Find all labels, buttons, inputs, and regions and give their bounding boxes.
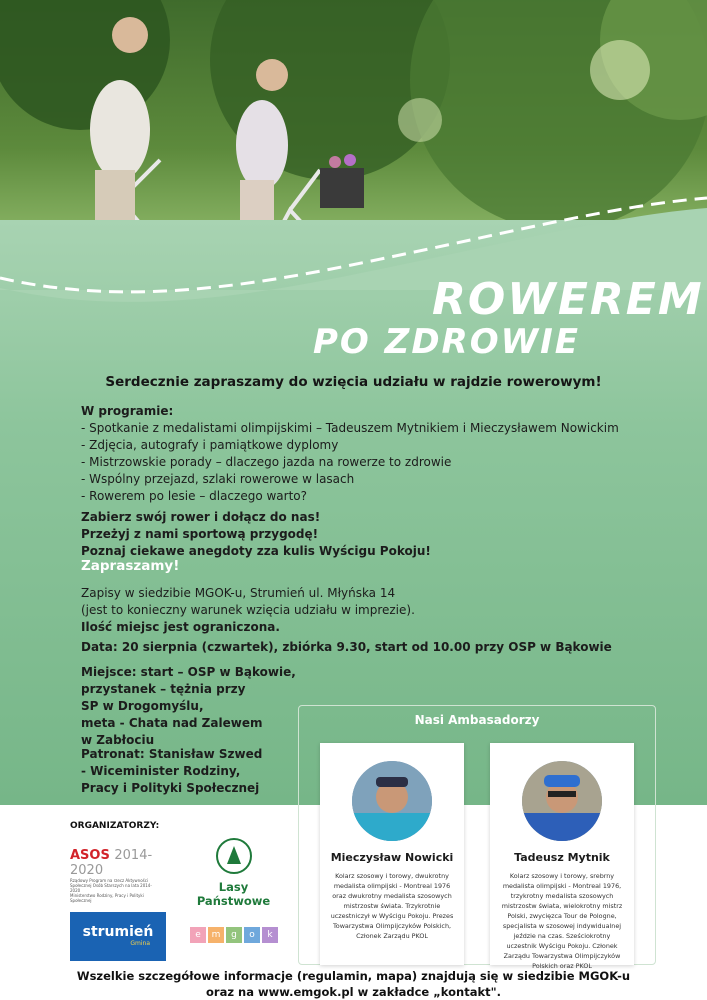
ambassador-bio: Kolarz szosowy i torowy, srebrny medalista olimpijski - Montreal 1976, trzykrotny medalista szosowych mistrzostw świata, wielokrotny mistrz Polski, zwycięzca Tour de Pologne, specjalista w szosowej indywidualnej jeździe na czas. Sześciokrotny uczestnik Wyścigu Pokoju. Członek Zarządu Towarzystwa Olimpijczyków Polskich oraz PKOL (501, 872, 623, 970)
lasy-label: Lasy Państwowe (196, 880, 271, 908)
program-item: - Mistrzowskie porady – dlaczego jazda na rowerze to zdrowie (81, 455, 452, 469)
strumien-logo (70, 912, 166, 961)
registration-line: Zapisy w siedzibie MGOK-u, Strumień ul. Młyńska 14 (81, 586, 396, 600)
program-item: - Rowerem po lesie – dlaczego warto? (81, 489, 308, 503)
invite-line: Poznaj ciekawe anegdoty zza kulis Wyścigu Pokoju! (81, 544, 431, 558)
event-location (81, 664, 296, 749)
program-item: - Zdjęcia, autografy i pamiątkowe dyplomy (81, 438, 339, 452)
emgok-letter: o (244, 927, 260, 943)
footer-info (0, 968, 707, 1000)
location-line: Miejsce: start – OSP w Bąkowie, (81, 665, 296, 679)
ambassador-card (490, 743, 634, 970)
ambassador-name: Tadeusz Mytnik (514, 851, 610, 864)
location-line: meta - Chata nad Zalewem (81, 716, 263, 730)
ambassador-bio: Kolarz szosowy i torowy, dwukrotny medalista olimpijski - Montreal 1976 oraz dwukrotny medalista szosowych mistrzostw świata. Trzykrotnie uczestniczył w Wyścigu Pokoju. Prezes Towarzystwa Olimpijczyków Polskich, Członek Zarządu PKOL (330, 872, 454, 940)
patronage-line: - Wiceminister Rodziny, (81, 764, 241, 778)
emgok-letter: g (226, 927, 242, 943)
invite-text (81, 509, 431, 560)
lasy-panstwowe-logo (186, 838, 281, 908)
location-line: SP w Drogomyślu, (81, 699, 204, 713)
invite-line: Przeżyj z nami sportową przygodę! (81, 527, 319, 541)
avatar (352, 761, 432, 841)
organizers-label: ORGANIZATORZY: (70, 821, 160, 831)
title-line-1: ROWEREM (432, 274, 704, 325)
intro-text: Serdecznie zapraszamy do wzięcia udziału w rajdzie rowerowym! (105, 374, 602, 390)
emgok-letter: e (190, 927, 206, 943)
asos-years: 2014-2020 (70, 848, 153, 878)
invite-line: Zabierz swój rower i dołącz do nas! (81, 510, 321, 524)
event-date: Data: 20 sierpnia (czwartek), zbiórka 9.30, start od 10.00 przy OSP w Bąkowie (81, 640, 612, 654)
strumien-label: strumień (82, 924, 154, 940)
emgok-letter: k (262, 927, 278, 943)
registration-info (81, 585, 415, 636)
emgok-letter: m (208, 927, 224, 943)
emgok-logo (190, 927, 280, 943)
ambassadors-title: Nasi Ambasadorzy (414, 713, 540, 727)
patronage-line: Patronat: Stanisław Szwed (81, 747, 263, 761)
ambassador-card (320, 743, 464, 965)
registration-line: (jest to konieczny warunek wzięcia udziału w imprezie). (81, 603, 415, 617)
zapraszamy-heading: Zapraszamy! (81, 558, 180, 574)
asos-logo (70, 848, 160, 903)
limited-places-note: Ilość miejsc jest ograniczona. (81, 620, 280, 634)
footer-line: oraz na www.emgok.pl w zakładce „kontakt". (206, 985, 501, 999)
footer-line: Wszelkie szczegółowe informacje (regulamin, mapa) znajdują się w siedzibie MGOK-u (76, 969, 631, 983)
asos-subtitle: Rządowy Program na rzecz Aktywności Społecznej Osób Starszych na lata 2014-2020 (70, 878, 152, 893)
patronage-line: Pracy i Polityki Społecznej (81, 781, 260, 795)
asos-ministry: Ministerstwo Rodziny, Pracy i Polityki Społecznej (70, 893, 144, 903)
location-line: w Zabłociu (81, 733, 155, 747)
avatar (522, 761, 602, 841)
program-list (81, 420, 619, 505)
program-heading: W programie: (81, 404, 174, 418)
program-item: - Wspólny przejazd, szlaki rowerowe w lasach (81, 472, 355, 486)
program-item: - Spotkanie z medalistami olimpijskimi – Tadeuszem Mytnikiem i Mieczysławem Nowickim (81, 421, 619, 435)
title-line-2: PO ZDROWIE (313, 322, 580, 362)
ambassador-name: Mieczysław Nowicki (330, 851, 454, 864)
asos-main: ASOS (70, 848, 110, 863)
tree-emblem-icon (216, 838, 252, 874)
location-line: przystanek – tężnia przy (81, 682, 246, 696)
patronage (81, 746, 262, 797)
gmina-label: Gmina (130, 940, 150, 947)
